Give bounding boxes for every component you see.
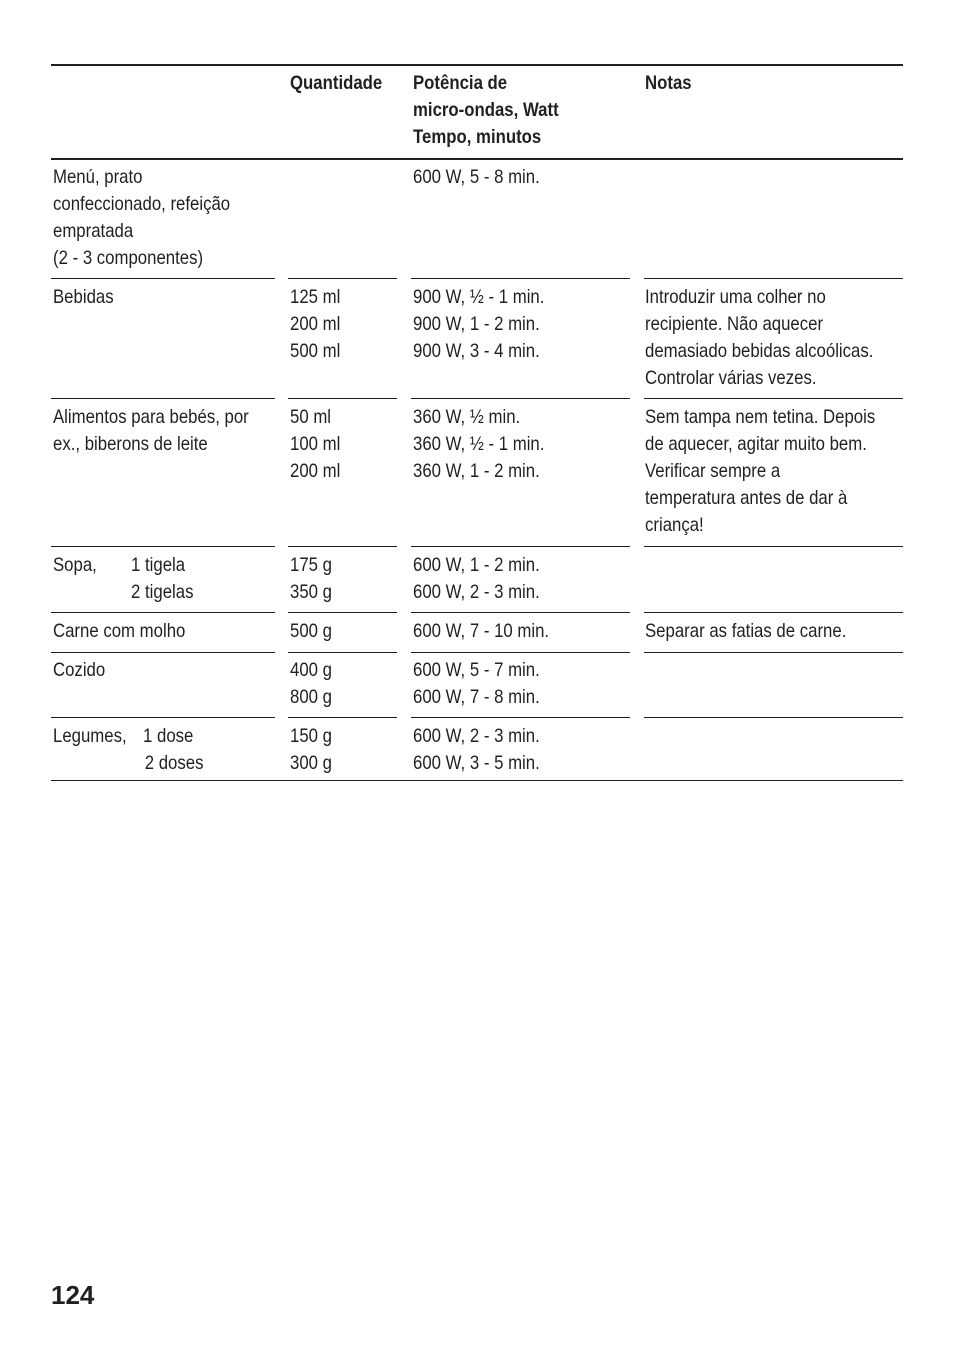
cell-line: 900 W, ½ - 1 min. (413, 286, 545, 308)
header-potencia-line: Tempo, minutos (413, 126, 542, 148)
cell-line: empratada (53, 220, 134, 242)
row-bebes-potencia (413, 404, 544, 485)
cell-label: Sopa, (53, 554, 97, 576)
cell-line: ex., biberons de leite (53, 433, 208, 455)
row-legumes-quantidade (290, 723, 332, 777)
cell-line: 1 dose (143, 725, 194, 747)
row-separator (51, 546, 275, 547)
cell-line: 600 W, 1 - 2 min. (413, 554, 540, 576)
cell-line: 500 g (290, 620, 332, 642)
cell-line: 350 g (290, 581, 332, 603)
row-cozido-alimento (53, 657, 105, 684)
row-menu-potencia (413, 164, 540, 191)
row-separator (51, 717, 275, 718)
cell-line: 150 g (290, 725, 332, 747)
cell-line: Bebidas (53, 286, 114, 308)
header-potencia (413, 70, 559, 151)
cell-line: 100 ml (290, 433, 341, 455)
header-rule (51, 158, 903, 160)
row-separator (644, 546, 903, 547)
cell-line: Menú, prato (53, 166, 143, 188)
row-bebidas-potencia (413, 284, 544, 365)
cell-line: 2 doses (144, 752, 204, 774)
row-separator (51, 398, 275, 399)
cell-line: 125 ml (290, 286, 341, 308)
cell-line: 50 ml (290, 406, 332, 428)
cell-line: 600 W, 7 - 8 min. (413, 686, 540, 708)
row-separator (411, 652, 630, 653)
row-separator (644, 652, 903, 653)
row-sopa-quantidade (290, 552, 332, 606)
cell-line: 600 W, 2 - 3 min. (413, 581, 540, 603)
cell-line: 600 W, 5 - 8 min. (413, 166, 540, 188)
cell-line: 360 W, ½ min. (413, 406, 521, 428)
cell-line: confeccionado, refeição (53, 193, 231, 215)
cell-line: Sem tampa nem tetina. Depois (645, 406, 876, 428)
row-separator (288, 612, 397, 613)
cell-line: 400 g (290, 659, 332, 681)
cell-line: 500 ml (290, 340, 341, 362)
header-quantidade: Quantidade (290, 72, 383, 94)
row-legumes-alimento (53, 723, 127, 750)
table-bottom-rule (51, 780, 903, 781)
cell-line: 900 W, 1 - 2 min. (413, 313, 540, 335)
row-separator (288, 398, 397, 399)
cell-line: (2 - 3 componentes) (53, 247, 204, 269)
cell-line: de aquecer, agitar muito bem. (645, 433, 867, 455)
row-separator (288, 278, 397, 279)
row-menu-alimento (53, 164, 230, 272)
cell-line: recipiente. Não aquecer (645, 313, 824, 335)
cell-line: Carne com molho (53, 620, 186, 642)
cell-line: 200 ml (290, 313, 341, 335)
cell-line: 600 W, 5 - 7 min. (413, 659, 540, 681)
row-separator (51, 652, 275, 653)
header-potencia-line: Potência de (413, 72, 508, 94)
row-separator (288, 652, 397, 653)
cell-line: 300 g (290, 752, 332, 774)
cell-line: temperatura antes de dar à (645, 487, 848, 509)
row-separator (644, 398, 903, 399)
row-separator (288, 717, 397, 718)
row-bebidas-quantidade (290, 284, 340, 365)
row-separator (644, 717, 903, 718)
cell-line: 900 W, 3 - 4 min. (413, 340, 540, 362)
row-carne-quantidade (290, 618, 332, 645)
row-bebes-notas (645, 404, 875, 539)
row-carne-notas (645, 618, 846, 645)
row-sopa-porcoes (131, 552, 193, 606)
row-carne-alimento (53, 618, 185, 645)
row-separator (411, 398, 630, 399)
row-bebidas-notas (645, 284, 873, 392)
cell-line: 800 g (290, 686, 332, 708)
cell-line: Controlar várias vezes. (645, 367, 817, 389)
row-separator (644, 612, 903, 613)
cell-line: Verificar sempre a (645, 460, 781, 482)
row-separator (288, 546, 397, 547)
row-legumes-porcoes (143, 723, 203, 777)
cell-line: Alimentos para bebés, por (53, 406, 249, 428)
row-separator (411, 278, 630, 279)
cell-line: 360 W, ½ - 1 min. (413, 433, 545, 455)
cell-line: 600 W, 7 - 10 min. (413, 620, 550, 642)
row-separator (411, 612, 630, 613)
row-bebidas-alimento (53, 284, 114, 311)
row-separator (644, 278, 903, 279)
row-cozido-potencia (413, 657, 540, 711)
cell-line: 600 W, 3 - 5 min. (413, 752, 540, 774)
table-top-rule (51, 64, 903, 66)
row-separator (411, 546, 630, 547)
header-notas: Notas (645, 72, 692, 94)
cell-line: 175 g (290, 554, 332, 576)
row-separator (411, 717, 630, 718)
cell-label: Legumes, (53, 725, 127, 747)
cell-line: 200 ml (290, 460, 341, 482)
cell-line: Cozido (53, 659, 106, 681)
row-cozido-quantidade (290, 657, 332, 711)
cell-line: demasiado bebidas alcoólicas. (645, 340, 874, 362)
cell-line: Separar as fatias de carne. (645, 620, 847, 642)
header-potencia-line: micro-ondas, Watt (413, 99, 559, 121)
cell-line: 360 W, 1 - 2 min. (413, 460, 540, 482)
cell-line: 1 tigela (131, 554, 186, 576)
row-bebes-alimento (53, 404, 249, 458)
row-carne-potencia (413, 618, 549, 645)
page-number: 124 (51, 1280, 95, 1310)
cell-line: 2 tigelas (131, 581, 194, 603)
row-sopa-alimento (53, 552, 97, 579)
row-sopa-potencia (413, 552, 540, 606)
row-separator (51, 278, 275, 279)
cell-line: 600 W, 2 - 3 min. (413, 725, 540, 747)
row-legumes-potencia (413, 723, 540, 777)
cell-line: criança! (645, 514, 704, 536)
row-bebes-quantidade (290, 404, 340, 485)
cell-line: Introduzir uma colher no (645, 286, 826, 308)
row-separator (51, 612, 275, 613)
